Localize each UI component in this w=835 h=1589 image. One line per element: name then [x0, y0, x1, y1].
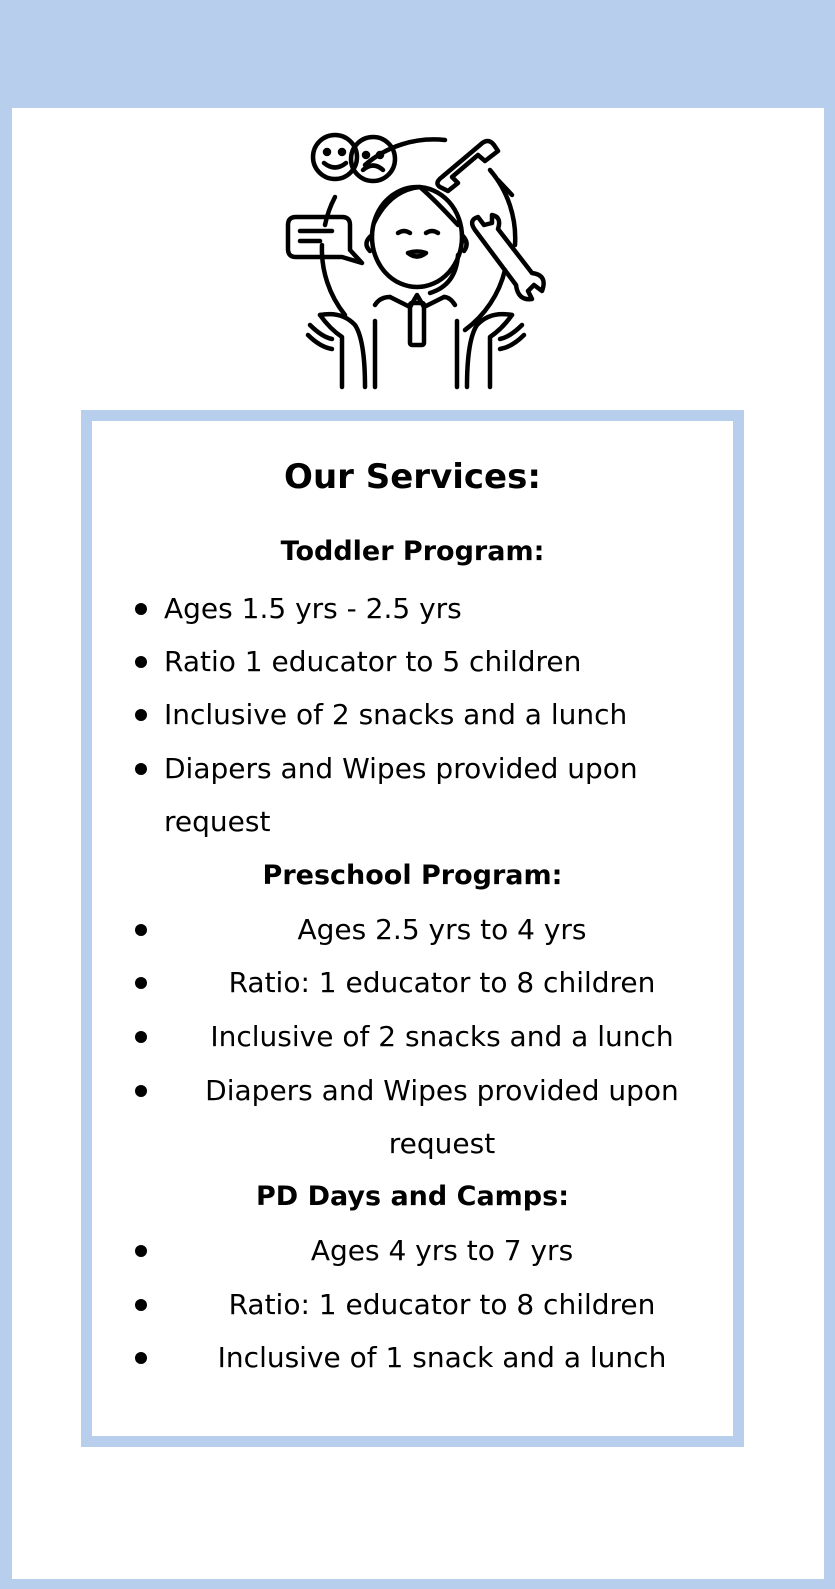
bullet-icon — [135, 977, 147, 989]
list-item-text: Ages 1.5 yrs - 2.5 yrs — [164, 592, 462, 625]
list-item-text: Inclusive of 1 snack and a lunch — [217, 1341, 667, 1374]
services-box — [81, 410, 744, 1447]
pd-days-camps-heading: PD Days and Camps: — [255, 1181, 569, 1212]
bullet-icon — [135, 709, 147, 721]
list-item-text: Ratio: 1 educator to 8 children — [228, 966, 656, 999]
customer-support-person-icon — [280, 125, 560, 395]
list-item-text: Ages 4 yrs to 7 yrs — [310, 1234, 574, 1267]
bullet-icon — [135, 1085, 147, 1097]
list-item-text: Ratio 1 educator to 5 children — [164, 645, 582, 678]
list-item-text: Ratio: 1 educator to 8 children — [228, 1288, 656, 1321]
bullet-icon — [135, 656, 147, 668]
services-title: Our Services: — [284, 457, 541, 497]
list-item-text: Diapers and Wipes provided upon request — [205, 1074, 679, 1160]
preschool-program-heading: Preschool Program: — [262, 860, 563, 891]
bullet-icon — [135, 924, 147, 936]
bullet-icon — [135, 1031, 147, 1043]
list-item-text: Inclusive of 2 snacks and a lunch — [164, 698, 628, 731]
list-item-text: Diapers and Wipes provided upon request — [164, 752, 638, 838]
bullet-icon — [135, 1299, 147, 1311]
bullet-icon — [135, 1245, 147, 1257]
bullet-icon — [135, 1352, 147, 1364]
list-item-text: Inclusive of 2 snacks and a lunch — [210, 1020, 674, 1053]
toddler-program-heading: Toddler Program: — [280, 536, 545, 567]
bullet-icon — [135, 603, 147, 615]
list-item-text: Ages 2.5 yrs to 4 yrs — [297, 913, 587, 946]
bullet-icon — [135, 763, 147, 775]
